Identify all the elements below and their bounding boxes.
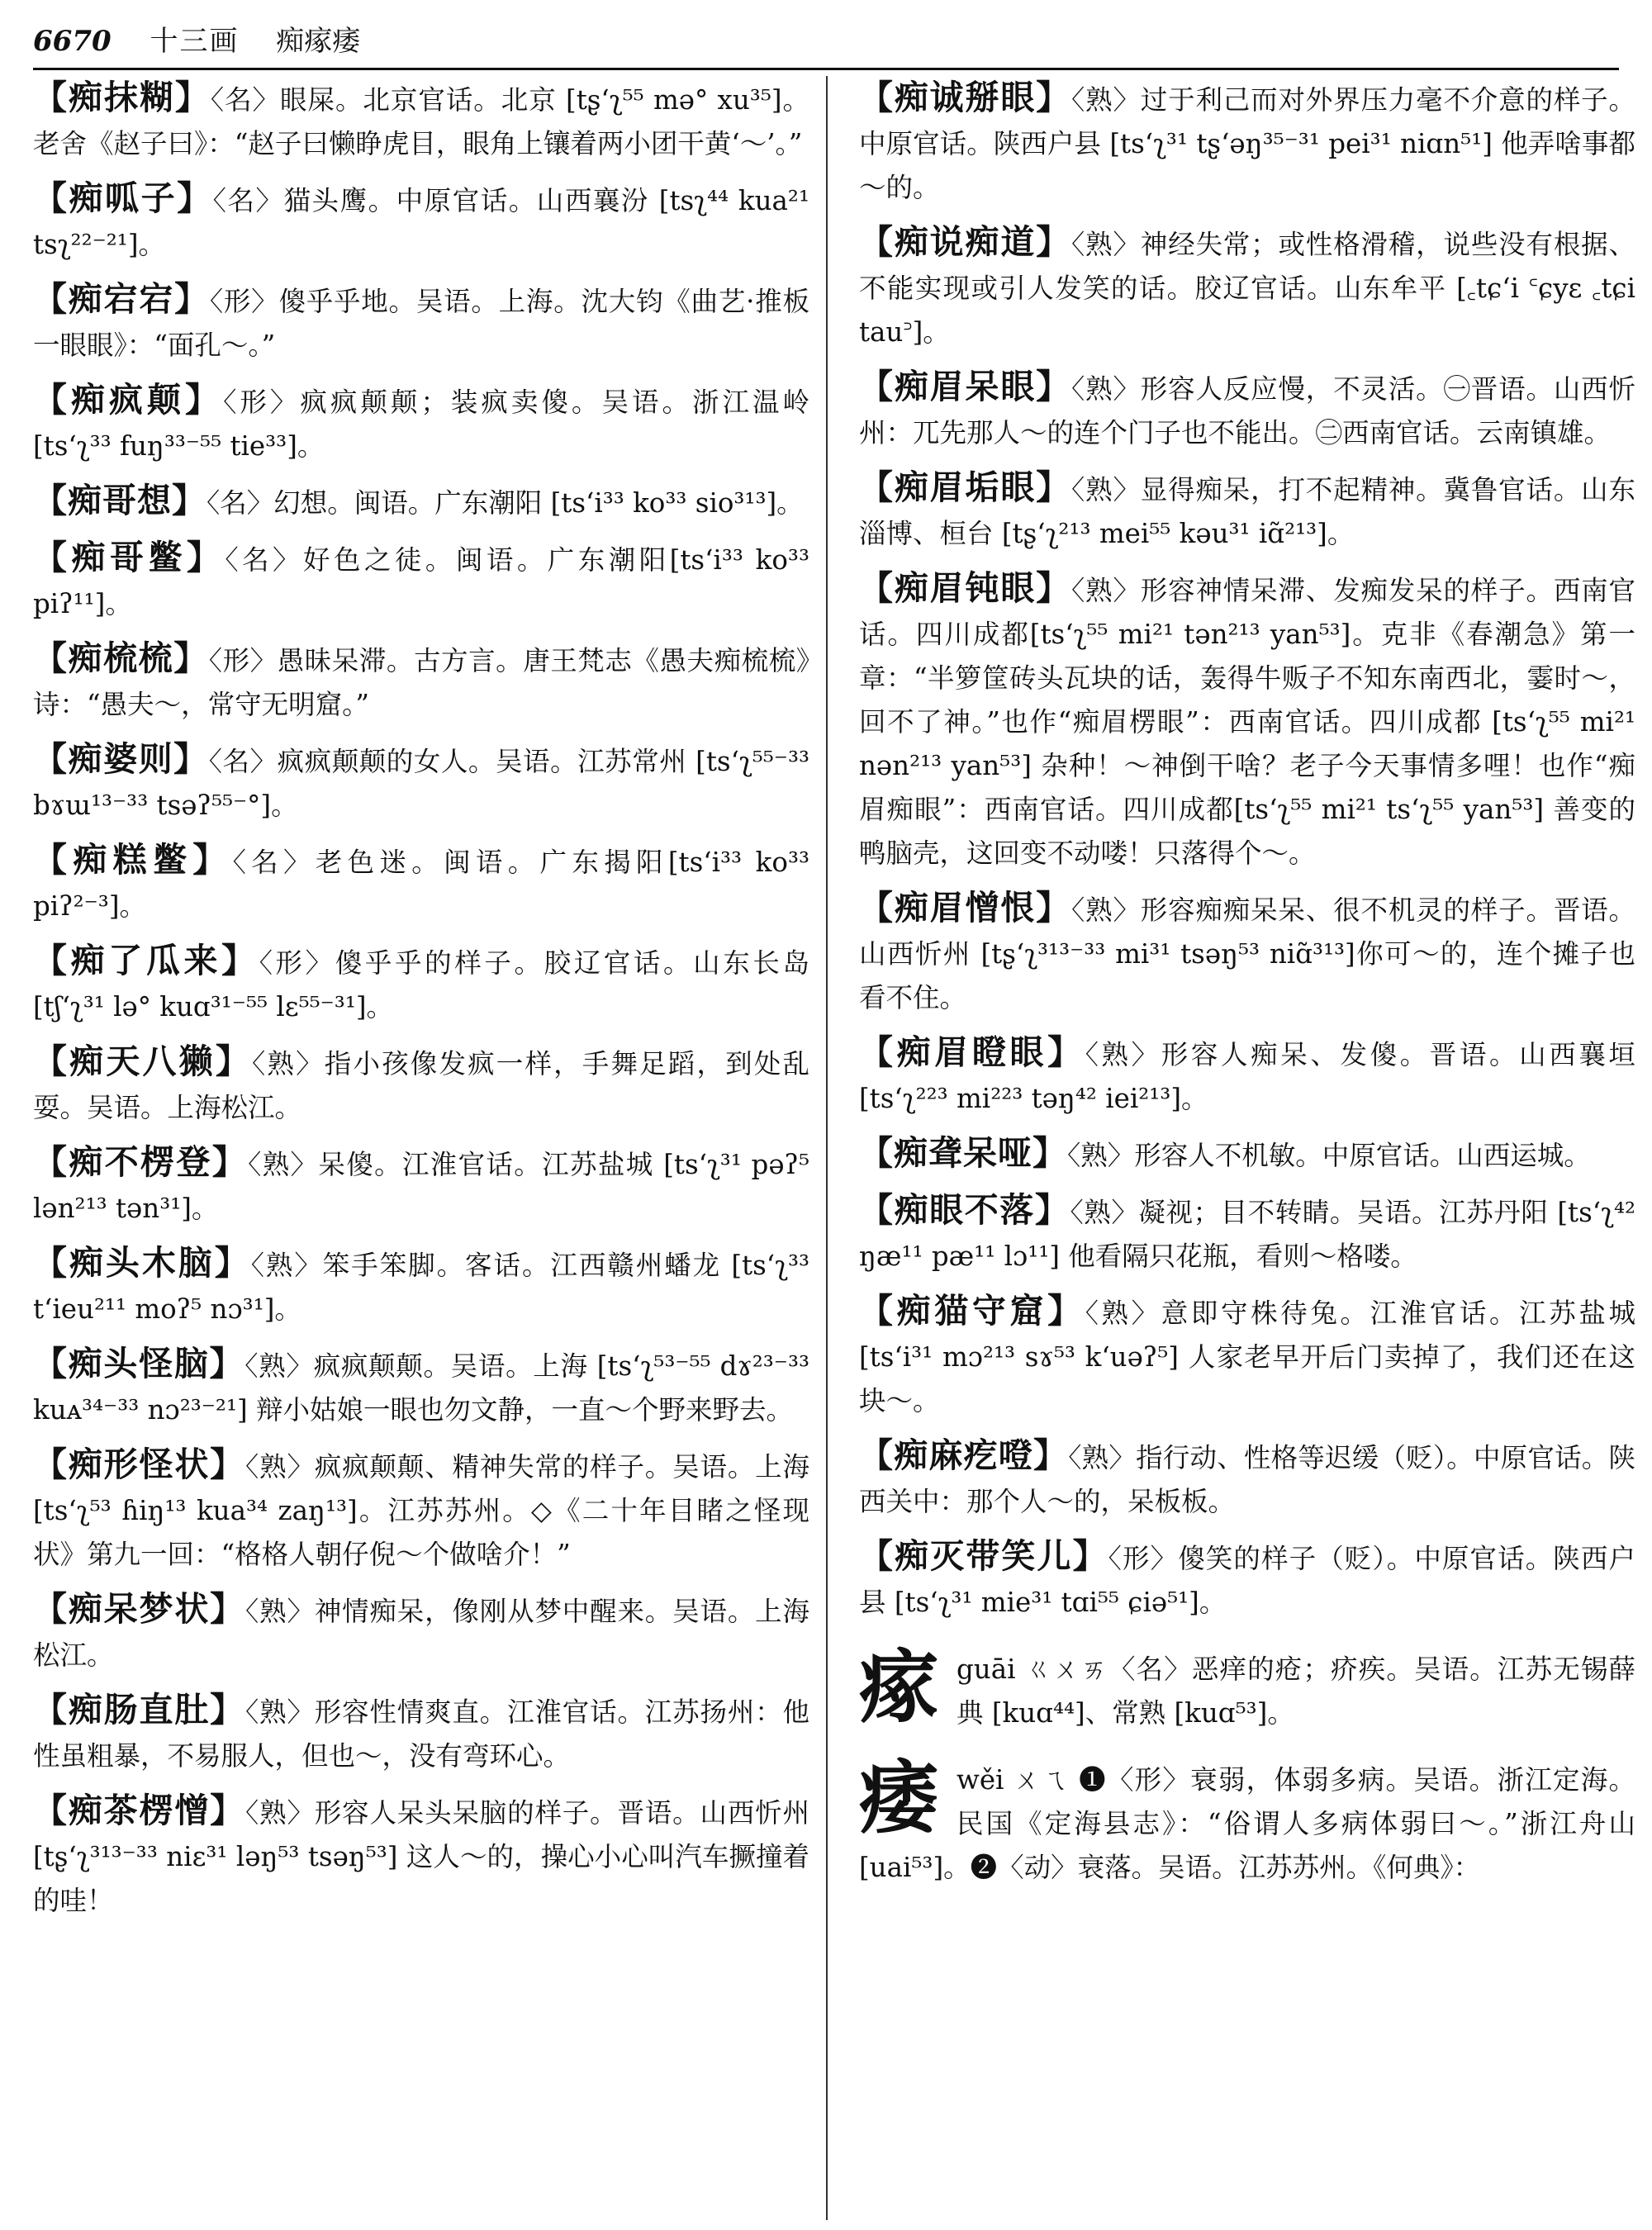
headword: 【痴说痴道】 xyxy=(859,222,1072,262)
head-character: 痿 xyxy=(859,1751,938,1844)
dictionary-entry xyxy=(859,221,1635,354)
headword: 【痴宕宕】 xyxy=(33,279,210,319)
dictionary-entry xyxy=(859,1132,1635,1178)
definition: 〈熟〉凝视；目不转睛。吴语。江苏丹阳 [tsʻʅ⁴² ŋæ¹¹ pæ¹¹ lɔ¹¹] 他看隔只花瓶，看则～格喽。 xyxy=(859,1197,1636,1272)
definition: 〈名〉好色之徒。闽语。广东潮阳[tsʻi³³ ko³³ piʔ¹¹]。 xyxy=(33,544,809,619)
definition: wěi ㄨㄟ ❶〈形〉衰弱，体弱多病。吴语。浙江定海。民国《定海县志》：“俗谓人多病体弱曰～。”浙江舟山 [uai⁵³]。❷〈动〉衰落。吴语。江苏苏州。《何典》： xyxy=(859,1764,1635,1883)
dictionary-entry xyxy=(33,637,809,727)
header-rule xyxy=(33,68,1619,70)
definition: 〈熟〉形容人不机敏。中原官话。山西运城。 xyxy=(1067,1140,1591,1171)
definition: 〈熟〉形容神情呆滞、发痴发呆的样子。西南官话。四川成都[tsʻʅ⁵⁵ mi²¹ tən²¹³ yan⁵³]。克非《春潮急》第一章：“半箩筐砖头瓦块的话，轰得牛贩子不知东南西北，霎时～，回不了神。”也作“痴眉楞眼”：西南官话。四川成都 [tsʻʅ⁵⁵ mi²¹ nən²¹³ yan⁵³] 杂种！～神倒干啥？老子今天事情多哩！也作“痴眉痴眼”：西南官话。四川成都[tsʻʅ⁵⁵ mi²¹ tsʻʅ⁵⁵ yan⁵³] 善变的鸭脑壳，这回变不动喽！只落得个～。 xyxy=(859,575,1635,869)
page-number: 6670 xyxy=(33,25,112,58)
headword: 【痴天八獭】 xyxy=(33,1041,253,1081)
headword: 【痴头木脑】 xyxy=(33,1243,251,1283)
dictionary-entry xyxy=(33,1443,809,1577)
dictionary-entry xyxy=(33,838,809,928)
column-divider xyxy=(826,76,828,2220)
headword: 【痴糕鳖】 xyxy=(33,840,233,880)
definition: 〈名〉猫头鹰。中原官话。山西襄汾 [tsʅ⁴⁴ kua²¹ tsʅ²²⁻²¹]。 xyxy=(33,185,809,260)
headword: 【痴诚掰眼】 xyxy=(859,78,1072,117)
definition: 〈熟〉形容痴痴呆呆、很不机灵的样子。晋语。山西忻州 [tʂʻʅ³¹³⁻³³ mi³¹ tsəŋ⁵³ niɑ̃³¹³]你可～的，连个摊子也看不住。 xyxy=(859,894,1635,1013)
dictionary-entry xyxy=(33,1241,809,1331)
head-character: 瘃 xyxy=(859,1640,938,1734)
dictionary-entry xyxy=(859,567,1635,875)
headword: 【痴哥鳖】 xyxy=(33,538,225,577)
dictionary-entry xyxy=(859,365,1635,455)
headword: 【痴头怪脑】 xyxy=(33,1344,245,1383)
definition: 〈熟〉指行动、性格等迟缓（贬）。中原官话。陕西关中：那个人～的，呆板板。 xyxy=(859,1442,1635,1517)
definition: 〈形〉愚昧呆滞。古方言。唐王梵志《愚夫痴梳梳》诗：“愚夫～，常守无明窟。” xyxy=(33,645,809,720)
dictionary-entry xyxy=(33,738,809,828)
definition: 〈名〉老色迷。闽语。广东揭阳[tsʻi³³ ko³³ piʔ²⁻³]。 xyxy=(33,847,810,922)
character-entry xyxy=(859,1640,1635,1735)
definition: 〈熟〉笨手笨脚。客话。江西赣州蟠龙 [tsʻʅ³³ tʻieu²¹¹ moʔ⁵ nɔ³¹]。 xyxy=(33,1250,809,1325)
definition: guāi ㄍㄨㄞ〈名〉恶痒的疮；疥疾。吴语。江苏无锡薛典 [kuɑ⁴⁴]、常熟 [kuɑ⁵³]。 xyxy=(957,1654,1635,1729)
definition: 〈名〉疯疯颠颠的女人。吴语。江苏常州 [tsʻʅ⁵⁵⁻³³ bɤɯ¹³⁻³³ tsəʔ⁵⁵⁻°]。 xyxy=(33,746,810,821)
right-column xyxy=(859,76,1635,1900)
character-entry xyxy=(859,1751,1635,1890)
headword: 【痴形怪状】 xyxy=(33,1445,246,1484)
definition: 〈熟〉神经失常；或性格滑稽，说些没有根据、不能实现或引人发笑的话。胶辽官话。山东牟平 [꜀tɕʻi ꜂ɕyɛ ꜀tɕi tau꜄]。 xyxy=(859,229,1635,348)
headword: 【痴麻疙噔】 xyxy=(859,1435,1069,1475)
headword: 【痴婆则】 xyxy=(33,739,209,779)
headword: 【痴肠直肚】 xyxy=(33,1690,246,1729)
dictionary-entry xyxy=(859,76,1635,210)
dictionary-entry xyxy=(33,536,809,626)
definition: 〈熟〉形容人呆头呆脑的样子。晋语。山西忻州 [tʂʻʅ³¹³⁻³³ niɛ³¹ ləŋ⁵³ tsəŋ⁵³] 这人～的，操心小心叫汽车撅撞着的哇！ xyxy=(33,1797,809,1916)
definition: 〈熟〉疯疯颠颠、精神失常的样子。吴语。上海 [tsʻʅ⁵³ ɦiŋ¹³ kua³⁴ zaŋ¹³]。江苏苏州。◇《二十年目睹之怪现状》第九一回：“格格人朝仔倪～个做啥介！” xyxy=(33,1451,809,1570)
headword: 【痴抹糊】 xyxy=(33,78,211,117)
definition: 〈熟〉形容性情爽直。江淮官话。江苏扬州：他性虽粗暴，不易服人，但也～，没有弯环心。 xyxy=(33,1696,809,1772)
definition: 〈熟〉形容人反应慢，不灵活。㊀晋语。山西忻州：兀先那人～的连个门子也不能出。㊁西南官话。云南镇雄。 xyxy=(859,373,1635,448)
dictionary-entry xyxy=(33,1688,809,1778)
headword: 【痴眼不落】 xyxy=(859,1190,1070,1230)
definition: 〈熟〉意即守株待兔。江淮官话。江苏盐城 [tsʻi³¹ mɔ²¹³ sɤ⁵³ kʻuəʔ⁵] 人家老早开后门卖掉了，我们还在这块～。 xyxy=(859,1298,1635,1416)
definition: 〈熟〉显得痴呆，打不起精神。冀鲁官话。山东淄博、桓台 [tʂʻʅ²¹³ mei⁵⁵ kəu³¹ iɑ̃²¹³]。 xyxy=(859,474,1635,549)
dictionary-entry xyxy=(33,1342,809,1432)
definition: 〈名〉幻想。闽语。广东潮阳 [tsʻi³³ ko³³ sio³¹³]。 xyxy=(206,487,804,519)
headword: 【痴眉呆眼】 xyxy=(859,367,1072,406)
dictionary-entry xyxy=(859,1434,1635,1524)
dictionary-entry xyxy=(859,1535,1635,1625)
dictionary-entry xyxy=(859,1189,1635,1279)
headword: 【痴呆梦状】 xyxy=(33,1589,246,1629)
definition: 〈熟〉指小孩像发疯一样，手舞足蹈，到处乱耍。吴语。上海松江。 xyxy=(33,1048,809,1123)
dictionary-entry xyxy=(33,378,809,468)
headword: 【痴猫守窟】 xyxy=(859,1291,1085,1331)
dictionary-entry xyxy=(33,939,809,1029)
headword: 【痴了瓜来】 xyxy=(33,941,259,980)
dictionary-entry xyxy=(33,1040,809,1130)
definition: 〈形〉疯疯颠颠；装疯卖傻。吴语。浙江温岭 [tsʻʅ³³ fuŋ³³⁻⁵⁵ tie³³]。 xyxy=(33,387,809,462)
headword: 【痴疯颠】 xyxy=(33,380,224,420)
dictionary-entry xyxy=(859,466,1635,556)
definition: 〈形〉傻笑的样子（贬）。中原官话。陕西户县 [tsʻʅ³¹ mie³¹ tɑi⁵⁵ ɕiə⁵¹]。 xyxy=(859,1543,1635,1618)
left-column xyxy=(33,76,809,1933)
headword: 【痴呱子】 xyxy=(33,178,213,218)
headword: 【痴不楞登】 xyxy=(33,1142,249,1182)
definition: 〈形〉傻乎乎地。吴语。上海。沈大钧《曲艺·推板一眼眼》：“面孔～。” xyxy=(33,286,809,361)
definition: 〈熟〉形容人痴呆、发傻。晋语。山西襄垣 [tsʻʅ²²³ mi²²³ təŋ⁴² iei²¹³]。 xyxy=(859,1039,1635,1114)
dictionary-entry xyxy=(859,1031,1635,1121)
dictionary-entry xyxy=(33,479,809,525)
dictionary-entry xyxy=(33,76,809,166)
headword: 【痴眉钝眼】 xyxy=(859,568,1072,608)
definition: 〈熟〉疯疯颠颠。吴语。上海 [tsʻʅ⁵³⁻⁵⁵ dɤ²³⁻³³ kuᴀ³⁴⁻³³ nɔ²³⁻²¹] 辩小姑娘一眼也勿文静，一直～个野来野去。 xyxy=(33,1350,810,1426)
dictionary-entry xyxy=(33,1587,809,1677)
definition: 〈熟〉过于利己而对外界压力毫不介意的样子。中原官话。陕西户县 [tsʻʅ³¹ tʂʻəŋ³⁵⁻³¹ pei³¹ niɑn⁵¹] 他弄啥事都～的。 xyxy=(859,84,1635,203)
headword: 【痴眉垢眼】 xyxy=(859,467,1072,507)
headword: 【痴茶楞憎】 xyxy=(33,1791,246,1830)
definition: 〈形〉傻乎乎的样子。胶辽官话。山东长岛 [tʃʻʅ³¹ lə° kuɑ³¹⁻⁵⁵ lɛ⁵⁵⁻³¹]。 xyxy=(33,947,809,1022)
dictionary-entry xyxy=(33,177,809,267)
dictionary-entry xyxy=(33,278,809,368)
definition: 〈熟〉呆傻。江淮官话。江苏盐城 [tsʻʅ³¹ pəʔ⁵ lən²¹³ tən³¹]。 xyxy=(33,1149,810,1224)
headword: 【痴灭带笑儿】 xyxy=(859,1536,1108,1576)
definition: 〈名〉眼屎。北京官话。北京 [tʂʻʅ⁵⁵ mə° xu³⁵]。老舍《赵子曰》：“赵子曰懒睁虎目，眼角上镶着两小团干黄‘～’。” xyxy=(33,84,810,159)
headword: 【痴哥想】 xyxy=(33,481,206,520)
dictionary-entry xyxy=(33,1789,809,1923)
dictionary-entry xyxy=(33,1141,809,1231)
dictionary-entry xyxy=(859,1289,1635,1423)
headword: 【痴眉瞪眼】 xyxy=(859,1032,1085,1072)
headword: 【痴眉憎恨】 xyxy=(859,888,1072,928)
headword: 【痴聋呆哑】 xyxy=(859,1133,1067,1173)
headword: 【痴梳梳】 xyxy=(33,638,209,678)
dictionary-entry xyxy=(859,886,1635,1020)
header-characters: 痴瘃痿 xyxy=(276,25,361,58)
page-header xyxy=(33,17,1619,66)
definition: 〈熟〉神情痴呆，像刚从梦中醒来。吴语。上海松江。 xyxy=(33,1596,809,1671)
section-label: 十三画 xyxy=(150,25,240,58)
